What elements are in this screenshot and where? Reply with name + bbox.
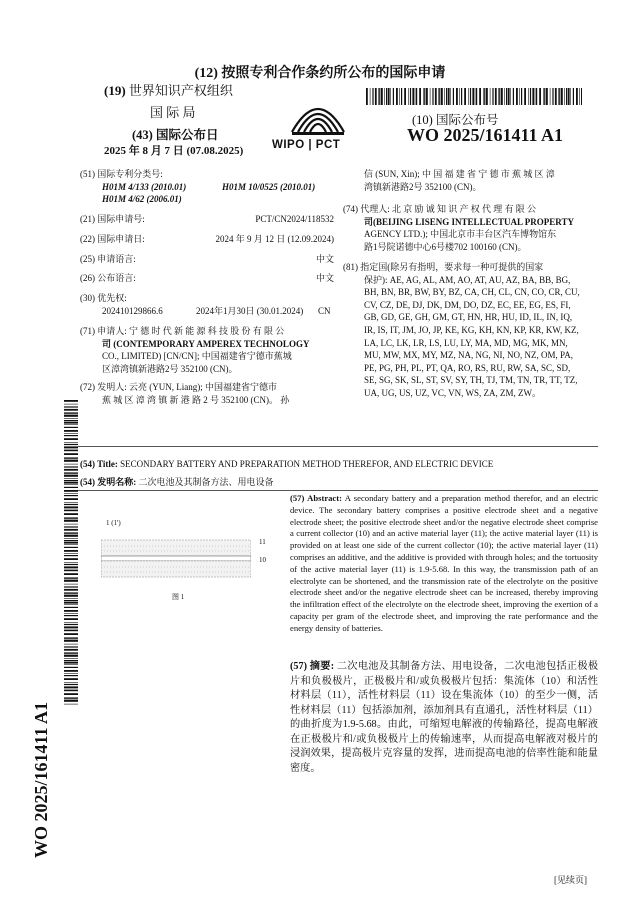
inventor-line: 信 (SUN, Xin); 中 国 福 建 省 宁 德 市 蕉 城 区 漳 (364, 169, 555, 179)
filing-language-value: 中文 (315, 254, 334, 264)
designated-line: SE, SG, SK, SL, ST, SV, SY, TH, TJ, TM, TN, TR, TT, TZ, (364, 375, 578, 386)
side-pubno: WO 2025/161411 A1 (31, 701, 51, 858)
figure-caption: 图 1 (172, 593, 185, 601)
designated-states-block (343, 261, 599, 400)
agent-line: 司(BEIJING LISENG INTELLECTUAL PROPERTY (364, 216, 574, 227)
barcode-side-icon (64, 400, 78, 705)
title-zh-label: (54) 发明名称: (80, 477, 137, 487)
pub-language-value: 中文 (315, 273, 334, 283)
org-number: (19) (104, 83, 126, 98)
continued-note: [见续页] (554, 875, 587, 885)
abstract-zh (290, 660, 598, 776)
applicant-line: (71) 申请人: 宁 德 时 代 新 能 源 科 技 股 份 有 限 公 (80, 326, 285, 336)
agent-line: AGENCY LTD.); 中国北京市丰台区汽车博物馆东 (364, 229, 557, 240)
figure-label-11: 11 (259, 538, 266, 546)
title-en: SECONDARY BATTERY AND PREPARATION METHOD THEREFOR, AND ELECTRIC DEVICE (120, 459, 494, 469)
wipo-pct-wordmark: WIPO | PCT (272, 139, 341, 151)
applicant-block (80, 325, 336, 375)
abstract-zh-text: 二次电池及其制备方法、用电设备，二次电池包括正极极片和负极极片，正极极片和/或负极极片包括：集流体（10）和活性材料层（11），活性材料层（11）设在集流体（10）的至少一侧，活性材料层（11）包括添加剂，添加剂具有直通孔，活性材料层（11）的曲折度为1.9-5.68。由此，可缩短电解液的传输路径，提高电解液在正极极片和/或负极极片上的传输速率，从而提高电解液对极片的浸润效果，提高极片克容量的发挥，进而提高电池的倍率性能和能量密度。 (290, 661, 599, 774)
ipc-code-3: H01M 4/62 (2006.01) (102, 194, 182, 204)
figure-ref-label: 1 (1') (106, 519, 121, 527)
filing-language-label: (25) 申请语言: (80, 254, 136, 264)
designated-line: GB, GD, GE, GH, GM, GT, HN, HR, HU, ID, IL, IN, IQ, (364, 312, 573, 323)
abstract-zh-label: (57) 摘要: (290, 661, 335, 672)
pubdate-label: (43) 国际公布日 (132, 128, 219, 142)
pub-language-label: (26) 公布语言: (80, 273, 136, 283)
abstract-en (290, 493, 598, 635)
ipc-code-1: H01M 4/133 (2010.01) (102, 182, 187, 192)
designated-line: (81) 指定国(除另有指明，要求每一种可提供的国家 (343, 262, 544, 272)
figure-label-10: 10 (259, 556, 266, 564)
title-zh: 二次电池及其制备方法、用电设备 (138, 477, 274, 487)
wipo-logo-icon (288, 92, 348, 138)
org-block (104, 85, 233, 98)
priority-number: 202410129866.6 (102, 306, 163, 316)
pubdate-value: 2025 年 8 月 7 日 (07.08.2025) (104, 145, 244, 157)
agent-block (343, 203, 599, 253)
divider (78, 490, 598, 491)
designated-line: BH, BN, BR, BW, BY, BZ, CA, CH, CL, CN, CO, CR, CU, (364, 287, 580, 298)
priority-date: 2024年1月30日 (30.01.2024) (196, 306, 304, 316)
applicant-line: 区漳湾镇新港路2号 352100 (CN)。 (102, 363, 238, 374)
filing-date-value: 2024 年 9 月 12 日 (12.09.2024) (215, 234, 334, 244)
title-en-row (80, 458, 493, 471)
pubno-value: WO 2025/161411 A1 (407, 125, 564, 145)
designated-line: MU, MW, MX, MY, MZ, NA, NG, NI, NO, NZ, OM, PA, (364, 350, 573, 361)
ipc-label: (51) 国际专利分类号: (80, 169, 163, 179)
priority-label: (30) 优先权: (80, 293, 127, 303)
abstract-en-text: A secondary battery and a preparation method therefor, and an electric device. The secondary battery comprises a positive electrode sheet and a negative electrode sheet; the positive electrode sheet and/or the negative electrode sheet comprise a current collector (10) and an active material layer (11); the active material layer (11) is provided on at least one side of the current collector (10); the active material layer (11) comprises an additive, and the additive is provided with through holes; and the tortuosity of the active material layer (11) is 1.9-5.68. In this way, the transmission path of an electrolyte can be shortened, and the transmission rate of the electrolyte on the positive electrode sheet and/or the negative electrode sheet can be increased, thereby improving the infiltration effect of the electrolyte on the electrode sheet, improving the exertion of a capacity per gram of the electrode sheet, and improving the rate performance and the energy density of batteries. (290, 493, 598, 633)
app-no-value: PCT/CN2024/118532 (255, 214, 334, 224)
inventor-continued (364, 168, 598, 193)
designated-line: CV, CZ, DE, DJ, DK, DM, DO, DZ, EC, EE, EG, ES, FI, (364, 299, 571, 310)
designated-line: PE, PG, PH, PL, PT, QA, RO, RS, RU, RW, SA, SC, SD, (364, 362, 571, 373)
ipc-code-2: H01M 10/0525 (2010.01) (222, 182, 316, 192)
inventor-block (80, 381, 336, 406)
org-name: 世界知识产权组织 (128, 83, 233, 98)
pubno-label: (10) 国际公布号 (412, 113, 499, 127)
inventor-line: 湾镇新港路2号 352100 (CN)。 (364, 181, 482, 192)
filing-date-label: (22) 国际申请日: (80, 234, 145, 244)
agent-line: (74) 代理人: 北 京 励 诚 知 识 产 权 代 理 有 限 公 (343, 204, 536, 214)
barcode-top-icon (366, 88, 582, 105)
applicant-line: CO., LIMITED) [CN/CN]; 中国福建省宁德市蕉城 (102, 351, 292, 362)
title-zh-row (80, 476, 274, 489)
designated-line: UA, UG, US, UZ, VC, VN, WS, ZA, ZM, ZW。 (364, 387, 542, 398)
org-subname: 国 际 局 (150, 105, 196, 120)
abstract-en-label: (57) Abstract: (290, 493, 342, 503)
app-no-label: (21) 国际申请号: (80, 214, 145, 224)
electrode-figure (101, 536, 251, 581)
title-en-label: (54) Title: (80, 459, 118, 469)
designated-line: 保护): AE, AG, AL, AM, AO, AT, AU, AZ, BA, BB, BG, (364, 274, 571, 285)
applicant-line: 司 (CONTEMPORARY AMPEREX TECHNOLOGY (102, 338, 310, 349)
document-kind-title: (12) 按照专利合作条约所公布的国际申请 (194, 66, 446, 81)
designated-line: IR, IS, IT, JM, JO, JP, KE, KG, KH, KN, KP, KR, KW, KZ, (364, 324, 579, 335)
priority-country: CN (318, 306, 331, 316)
inventor-line: 蕉 城 区 漳 湾 镇 新 港 路 2 号 352100 (CN)。 孙 (102, 394, 290, 405)
divider (78, 446, 598, 447)
agent-line: 路1号院诺德中心6号楼702 100160 (CN)。 (364, 241, 527, 252)
designated-line: LA, LC, LK, LR, LS, LU, LY, MA, MD, MG, MK, MN, (364, 337, 568, 348)
inventor-line: (72) 发明人: 云亮 (YUN, Liang); 中国福建省宁德市 (80, 382, 277, 392)
